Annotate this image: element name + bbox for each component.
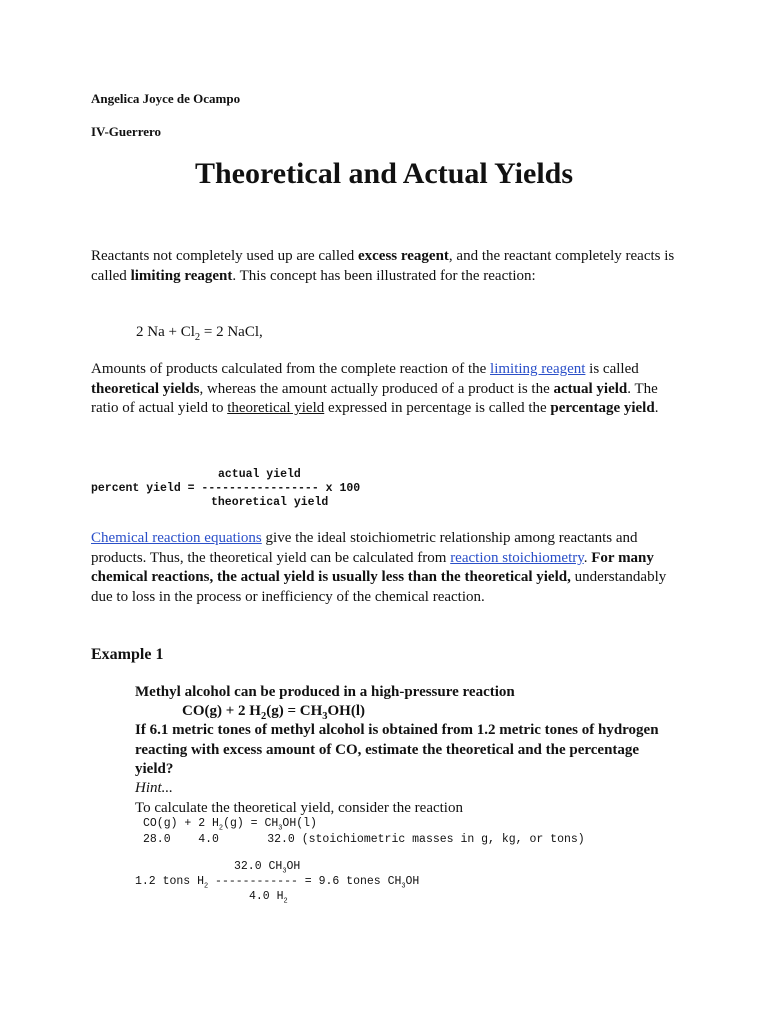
reaction-stoichiometry-link[interactable]: reaction stoichiometry [450,549,584,566]
chemical-equations-link[interactable]: Chemical reaction equations [91,530,262,546]
calc-main-line: 1.2 tons $H_2$ ------------ = 9.6 tones $CH_3OH$ [135,875,420,891]
calc-numerator: 32.0 $CH_3OH$ [234,860,301,876]
calc-masses-line: 28.0 4.0 32.0 (stoichiometric masses in g, kg, or tons) [143,833,585,846]
term-excess-reagent: excess reagent [357,248,449,264]
intro-paragraph: Reactants not completely used up are called excess reagent, and the reactant completely reacts is called limiting reagent. This concept has been illustrated for the reaction: [91,248,675,284]
term-limiting-reagent: limiting reagent [130,267,233,284]
hint-label: Hint... [135,780,173,796]
calc-reaction-line: CO(g) + 2 $H_2(g) = CH_3OH(l)$ [143,817,317,833]
example-question: If 6.1 metric tones of methyl alcohol is obtained from 1.2 metric tones of hydrogen reacting with excess amount of CO, estimate the theoretical and the percentage yield? [135,722,659,777]
formula-main-line: percent yield = ----------------- x 100 [91,482,361,495]
author-name: Angelica Joyce de Ocampo [91,91,241,106]
consider-reaction-text: To calculate the theoretical yield, consider the reaction [135,800,463,816]
page-title: Theoretical and Actual Yields [194,157,574,190]
class-section: IV-Guerrero [91,124,162,139]
stoichiometry-paragraph: Chemical reaction equations give the ideal stoichiometric relationship among reactants and products. Thus, the theoretical yield can be calculated from reaction stoichiometry. For many chemical reactions, the actual yield is usually less than the theoretical yield, understandably due to loss in the process or inefficiency of the chemical reaction. [91,530,667,606]
example-heading: Example 1 [91,646,164,663]
limiting-reagent-link[interactable]: limiting reagent [490,361,586,377]
definitions-paragraph: Amounts of products calculated from the complete reaction of the limiting reagent is called theoretical yields, whereas the amount actually produced of a product is the actual yield. The ratio of actual yield to theoretical yield expressed in percentage is called the percentage yield. [91,361,659,417]
formula-denominator: theoretical yield [211,496,329,509]
methanol-equation: CO(g) + 2 $H_2(g) = CH_3OH(l)$ [182,703,366,722]
sodium-chlorine-reaction: 2 $Na + Cl_2 = 2$ NaCl, [136,324,263,343]
calc-denominator: 4.0 $H_2$ [249,890,288,906]
theoretical-yield-underlined: theoretical yield [227,400,325,417]
formula-numerator: actual yield [218,468,301,481]
example-question-intro: Methyl alcohol can be produced in a high-pressure reaction [135,684,515,700]
